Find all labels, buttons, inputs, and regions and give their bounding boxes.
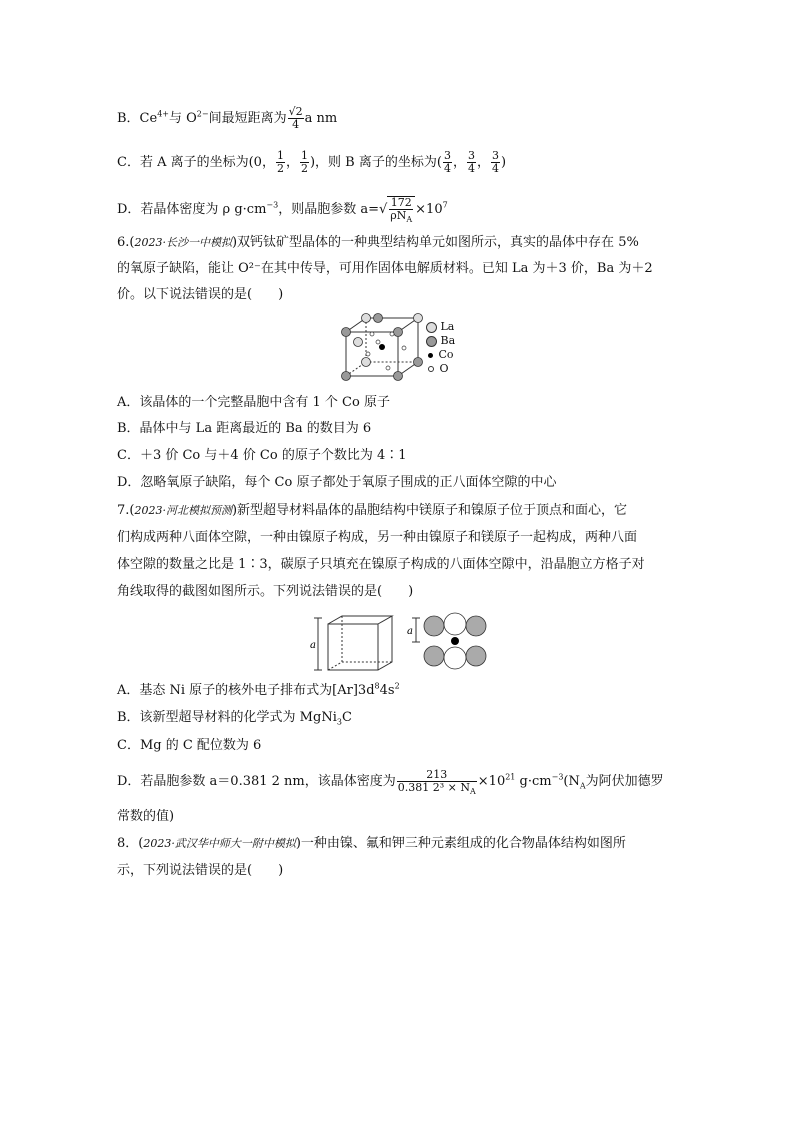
q8-stem-line1: 8．(2023·武汉华中师大一附中模拟)一种由镍、氟和钾三种元素组成的化合物晶体结构如图所 [117,836,626,851]
perovskite-legend [426,320,455,376]
q7-stem-line3: 体空隙的数量之比是 1∶3，碳原子只填充在镍原子构成的八面体空隙中，沿晶胞立方格子对 [117,557,645,572]
q6-stem-line1: 6.(2023·长沙一中模拟)双钙钛矿型晶体的一种典型结构单元如图所示，真实的晶体中存在 5% [117,235,639,250]
legend-co: Co [426,348,455,362]
q6-option-c: C．＋3 价 Co 与＋4 价 Co 的原子个数比为 4∶1 [117,448,407,463]
legend-ba: Ba [426,334,455,348]
q6-option-d: D．忽略氧原子缺陷，每个 Co 原子都处于氧原子围成的正八面体空隙的中心 [117,475,557,490]
q7-option-c: C．Mg 的 C 配位数为 6 [117,738,262,753]
q7-option-b: B．该新型超导材料的化学式为 MgNi$_3$C [117,710,352,727]
q7-option-d: D．若晶胞参数 a＝0.381 2 nm，该晶体密度为 $\frac{213}{0.381 2^3 \times N_A}$ $\times 10^{21}$ $g\cdot cm^{-3}(N_A$为阿伏加德罗 [117,768,664,797]
perovskite-cell-figure [338,312,424,382]
svg-text:a: a [407,626,413,637]
q5-option-d: D．若晶体密度为 ρ $g\cdot cm^{-3}$，则晶胞参数 a=√ $\frac{172}{\rho N_A}$ $\times 10^7$ [117,196,448,225]
q7-option-a: A．基态 Ni 原子的核外电子排布式为$[Ar]3d^84s^2$ [117,681,400,698]
q7-stem-line1: 7.(2023·河北模拟预测)新型超导材料晶体的晶胞结构中镁原子和镍原子位于顶点和面心，它 [117,503,628,518]
q6-stem-line3: 价。以下说法错误的是( ) [117,287,284,302]
diagonal-section-figure [404,612,490,670]
q6-option-a: A．该晶体的一个完整晶胞中含有 1 个 Co 原子 [117,395,390,410]
q5-option-c: C．若 A 离子的坐标为(0， $\frac{1}{2}$ ， $\frac{1}{2}$ )，则 B 离子的坐标为( $\frac{3}{4}$ ， $\frac{3}{4}$ ， $\frac{3}{4}$ ) [117,149,507,175]
legend-o: O [426,362,455,376]
q7-stem-line2: 们构成两种八面体空隙，一种由镍原子构成，另一种由镍原子和镁原子一起构成，两种八面 [117,530,638,545]
q6-option-b: B．晶体中与 La 距离最近的 Ba 的数目为 6 [117,421,372,436]
q6-stem-line2: 的氧原子缺陷，能让 O²⁻在其中传导，可用作固体电解质材料。已知 La 为＋3 价，Ba 为＋2 [117,261,653,276]
q7-option-d-line2: 常数的值) [117,809,175,824]
cube-figure [304,612,396,676]
q5-option-b: B．$Ce^{4+}$与 $O^{2-}$间最短距离为 $\frac{√2}{4}$ a nm [117,105,338,131]
legend-la: La [426,320,455,334]
q8-stem-line2: 示，下列说法错误的是( ) [117,863,284,878]
svg-text:a: a [310,640,316,651]
q7-stem-line4: 角线取得的截图如图所示。下列说法错误的是( ) [117,584,414,599]
